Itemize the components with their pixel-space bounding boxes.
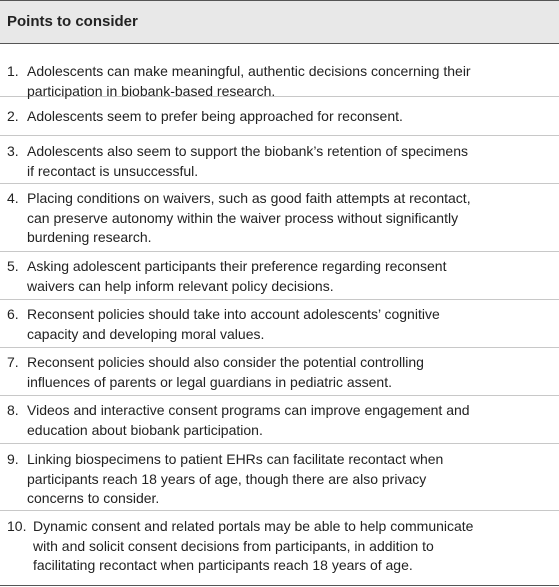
item-line: Adolescents also seem to support the biobank’s retention of specimens (27, 143, 468, 159)
item-line: influences of parents or legal guardians in pediatric assent. (27, 373, 392, 390)
list-item (0, 300, 559, 348)
item-line: burdening research. (27, 229, 152, 245)
item-number: 6. (7, 306, 19, 322)
item-number: 5. (7, 258, 19, 274)
item-line: Reconsent policies should take into account adolescents’ cognitive (27, 306, 440, 322)
item-line: Videos and interactive consent programs can improve engagement and (27, 402, 470, 418)
item-line: Adolescents seem to prefer being approached for reconsent. (27, 108, 403, 124)
list-item (0, 97, 559, 136)
list-item (0, 184, 559, 252)
item-line: participants reach 18 years of age, though there are also privacy (27, 470, 427, 487)
item-text (27, 189, 552, 248)
item-line: concerns to consider. (27, 490, 160, 506)
item-line: can preserve autonomy within the waiver process without significantly (27, 209, 459, 226)
list-item (0, 44, 559, 97)
item-number: 10. (7, 518, 27, 534)
table-title: Points to consider (7, 13, 138, 30)
item-text (27, 257, 552, 296)
table-bottom-rule (0, 585, 559, 586)
item-number: 8. (7, 402, 19, 418)
item-number: 7. (7, 354, 19, 370)
list-item (0, 252, 559, 300)
item-text (27, 401, 552, 440)
item-line: participation in biobank-based research. (27, 82, 276, 99)
item-text (27, 62, 552, 101)
item-line: capacity and developing moral values. (27, 325, 265, 342)
table-header (0, 0, 559, 44)
list-item (0, 348, 559, 396)
item-text (27, 107, 552, 127)
list-item (0, 136, 559, 184)
item-number: 2. (7, 108, 19, 124)
item-line: facilitating recontact when participants reach 18 years of age. (33, 557, 413, 573)
item-number: 3. (7, 143, 19, 159)
item-text (27, 450, 552, 509)
item-line: Asking adolescent participants their preference regarding reconsent (27, 258, 447, 274)
item-line: Adolescents can make meaningful, authentic decisions concerning their (27, 63, 471, 79)
item-number: 1. (7, 63, 19, 79)
list-item (0, 396, 559, 444)
item-line: Reconsent policies should also consider the potential controlling (27, 354, 424, 370)
item-text (27, 305, 552, 344)
item-line: Placing conditions on waivers, such as good faith attempts at recontact, (27, 190, 471, 206)
item-text (33, 517, 558, 576)
item-line: if recontact is unsuccessful. (27, 162, 199, 179)
list-item (0, 444, 559, 511)
item-number: 9. (7, 451, 19, 467)
item-line: with and solicit consent decisions from participants, in addition to (33, 537, 434, 554)
item-line: Linking biospecimens to patient EHRs can facilitate recontact when (27, 451, 444, 467)
item-number: 4. (7, 190, 19, 206)
item-text (27, 353, 552, 392)
item-line: Dynamic consent and related portals may be able to help communicate (33, 518, 474, 534)
item-text (27, 142, 552, 181)
item-line: waivers can help inform relevant policy decisions. (27, 277, 334, 294)
item-line: education about biobank participation. (27, 421, 263, 438)
list-item (0, 511, 559, 585)
